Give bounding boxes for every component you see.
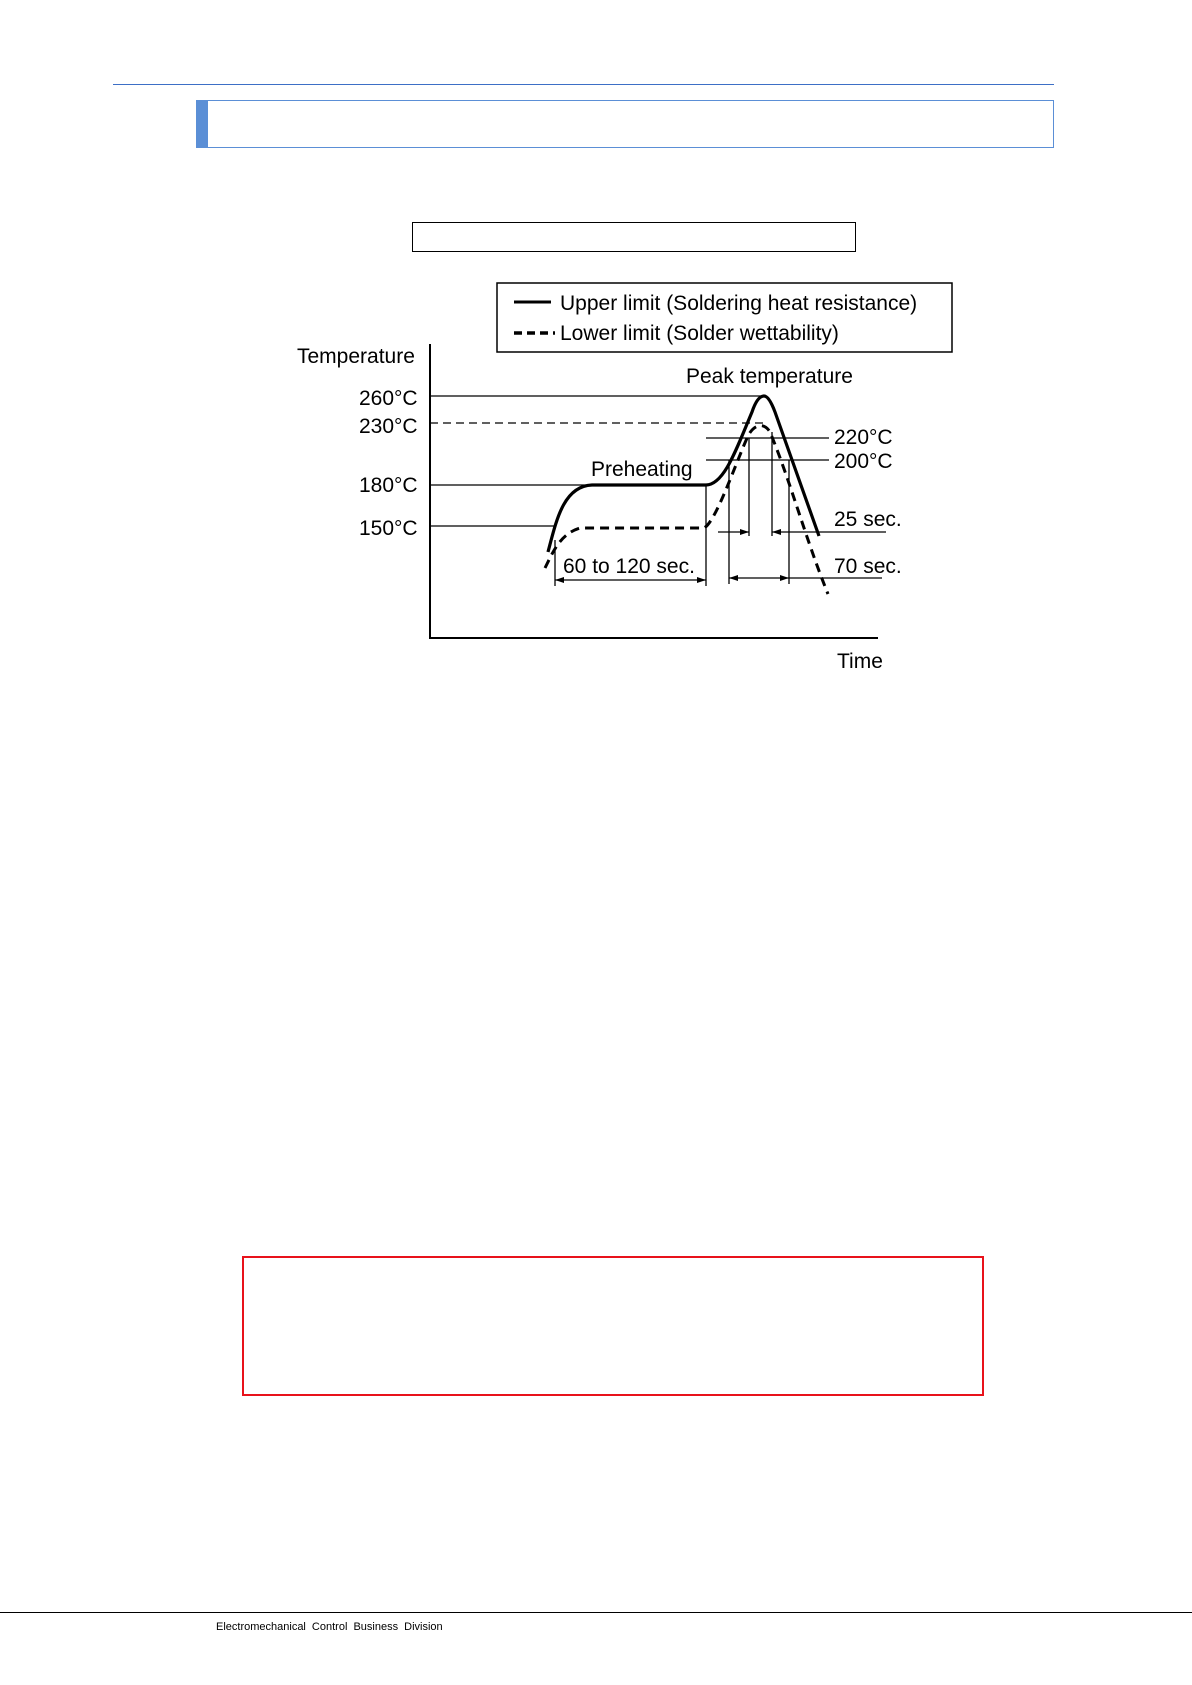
label-220: 220°C [834, 426, 893, 449]
tick-180: 180°C [359, 474, 418, 497]
t25-arrow-head-right [772, 529, 781, 535]
tick-230: 230°C [359, 415, 418, 438]
label-200: 200°C [834, 450, 893, 473]
time-25-label: 25 sec. [834, 508, 902, 531]
notice-box [242, 1256, 984, 1396]
legend-lower-label: Lower limit (Solder wettability) [560, 322, 839, 345]
tick-150: 150°C [359, 517, 418, 540]
time-70-label: 70 sec. [834, 555, 902, 578]
preheating-label: Preheating [591, 458, 693, 481]
y-axis-label: Temperature [297, 345, 415, 368]
footer-division: Electromechanical Control Business Division [216, 1621, 443, 1633]
reflow-profile-chart [0, 0, 1192, 720]
t70-arrow-head-left [729, 575, 738, 581]
x-axis-label: Time [837, 650, 883, 673]
t25-arrow-head-left [740, 529, 749, 535]
legend-upper-label: Upper limit (Soldering heat resistance) [560, 292, 918, 315]
tick-260: 260°C [359, 387, 418, 410]
t70-arrow-head-right [780, 575, 789, 581]
preheat-time-label: 60 to 120 sec. [563, 555, 695, 578]
peak-temperature-label: Peak temperature [686, 365, 853, 388]
preheat-arrow-head-right [697, 577, 706, 583]
footer-rule [0, 1612, 1192, 1613]
